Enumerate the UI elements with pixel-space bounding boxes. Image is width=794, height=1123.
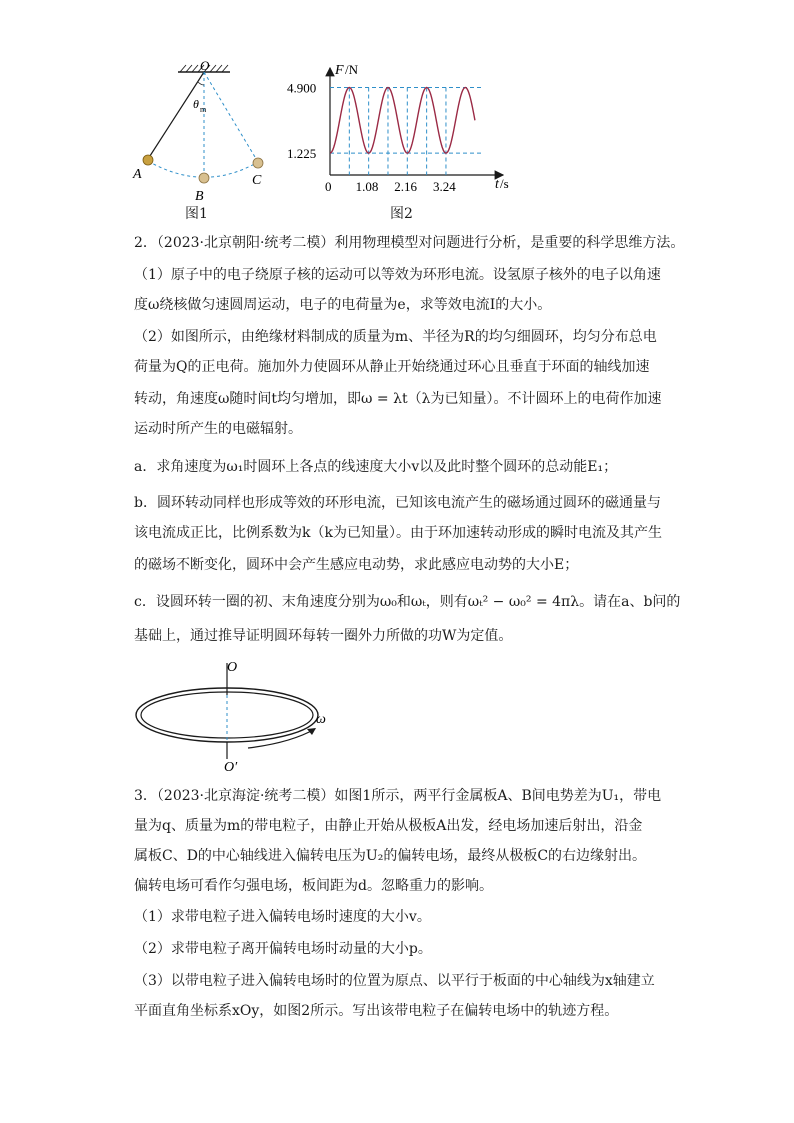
ring-figure [130, 655, 340, 775]
q2-part-b-line2: 该电流成正比，比例系数为k（k为已知量）。由于环加速转动形成的瞬时电流及其产生 [134, 525, 662, 541]
ball-c [253, 158, 263, 168]
label-o: O [200, 60, 210, 73]
q3-line8: 平面直角坐标系xOy，如图2所示。写出该带电粒子在偏转电场中的轨迹方程。 [134, 1003, 619, 1019]
q2-part-b-line1: b．圆环转动同样也形成等效的环形电流，已知该电流产生的磁场通过圆环的磁通量与 [134, 495, 661, 511]
ball-a [143, 155, 153, 165]
q2-line6: 转动，角速度ω随时间t均匀增加，即ω = λt（λ为已知量）。不计圆环上的电荷作加速 [134, 391, 662, 407]
q2-line3: 度ω绕核做匀速圆周运动，电子的电荷量为e，求等效电流I的大小。 [134, 297, 552, 313]
q2-line7: 运动时所产生的电磁辐射。 [134, 421, 302, 437]
figure1-caption: 图1 [185, 206, 208, 222]
label-c: C [252, 173, 262, 188]
q3-line1: 3．（2023·北京海淀·统考二模）如图1所示，两平行金属板A、B间电势差为U₁，带电 [134, 788, 662, 804]
label-b: B [195, 189, 204, 204]
figure2-caption: 图2 [390, 206, 413, 222]
q2-line1: 2．（2023·北京朝阳·统考二模）利用物理模型对问题进行分析，是重要的科学思维方法。 [134, 235, 685, 251]
x-tick-label-1: 2.16 [394, 179, 418, 194]
q2-part-a: a．求角速度为ω₁时圆环上各点的线速度大小v以及此时整个圆环的总动能E₁； [134, 459, 618, 475]
q3-line3: 属板C、D的中心轴线进入偏转电压为U₂的偏转电场，最终从极板C的右边缘射出。 [134, 848, 647, 864]
q2-part-c-line2: 基础上，通过推导证明圆环每转一圈外力所做的功W为定值。 [134, 628, 513, 644]
q3-line7: （3）以带电粒子进入偏转电场时的位置为原点、以平行于板面的中心轴线为x轴建立 [134, 973, 655, 989]
label-a: A [133, 167, 142, 182]
ring-label-o-prime: O′ [224, 760, 238, 775]
q2-part-b-line3: 的磁场不断变化，圆环中会产生感应电动势，求此感应电动势的大小E； [134, 557, 579, 573]
x-tick-label-2: 3.24 [432, 179, 456, 194]
y-axis-label: F [335, 63, 344, 78]
y-tick-label-1: 1.225 [287, 146, 317, 162]
force-curve [330, 88, 475, 154]
ball-b [199, 173, 209, 183]
x-axis-label: t [495, 177, 499, 192]
ring-label-omega: ω [316, 712, 326, 727]
y-tick-label-0: 4.900 [287, 80, 317, 96]
q3-line6: （2）求带电粒子离开偏转电场时动量的大小p。 [134, 941, 432, 957]
label-theta: θ [193, 97, 199, 111]
x-axis-unit: /s [500, 176, 509, 191]
figure1-pendulum [130, 60, 280, 220]
q3-line4: 偏转电场可看作匀强电场，板间距为d。忽略重力的影响。 [134, 878, 493, 894]
origin-label: 0 [325, 179, 332, 194]
y-axis-unit: /N [345, 62, 358, 77]
q3-line2: 量为q、质量为m的带电粒子，由静止开始从极板A出发，经电场加速后射出，沿金 [134, 818, 643, 834]
q2-part-c-line1: c．设圆环转一圈的初、末角速度分别为ω₀和ωₜ，则有ωₜ² − ω₀² = 4πλ。请在a、b问的 [134, 594, 681, 610]
rotation-arrow [248, 729, 315, 748]
x-tick-label-0: 1.08 [355, 179, 379, 194]
q2-line5: 荷量为Q的正电荷。施加外力使圆环从静止开始绕通过环心且垂直于环面的轴线加速 [134, 359, 650, 375]
q2-line4: （2）如图所示，由绝缘材料制成的质量为m、半径为R的均匀细圆环，均匀分布总电 [134, 329, 657, 345]
ring-label-o: O [227, 660, 238, 675]
label-theta-sub: m [200, 105, 207, 114]
q2-line2: （1）原子中的电子绕原子核的运动可以等效为环形电流。设氢原子核外的电子以角速 [134, 267, 661, 283]
figure2-chart [285, 60, 525, 200]
q3-line5: （1）求带电粒子进入偏转电场时速度的大小v。 [134, 909, 431, 925]
